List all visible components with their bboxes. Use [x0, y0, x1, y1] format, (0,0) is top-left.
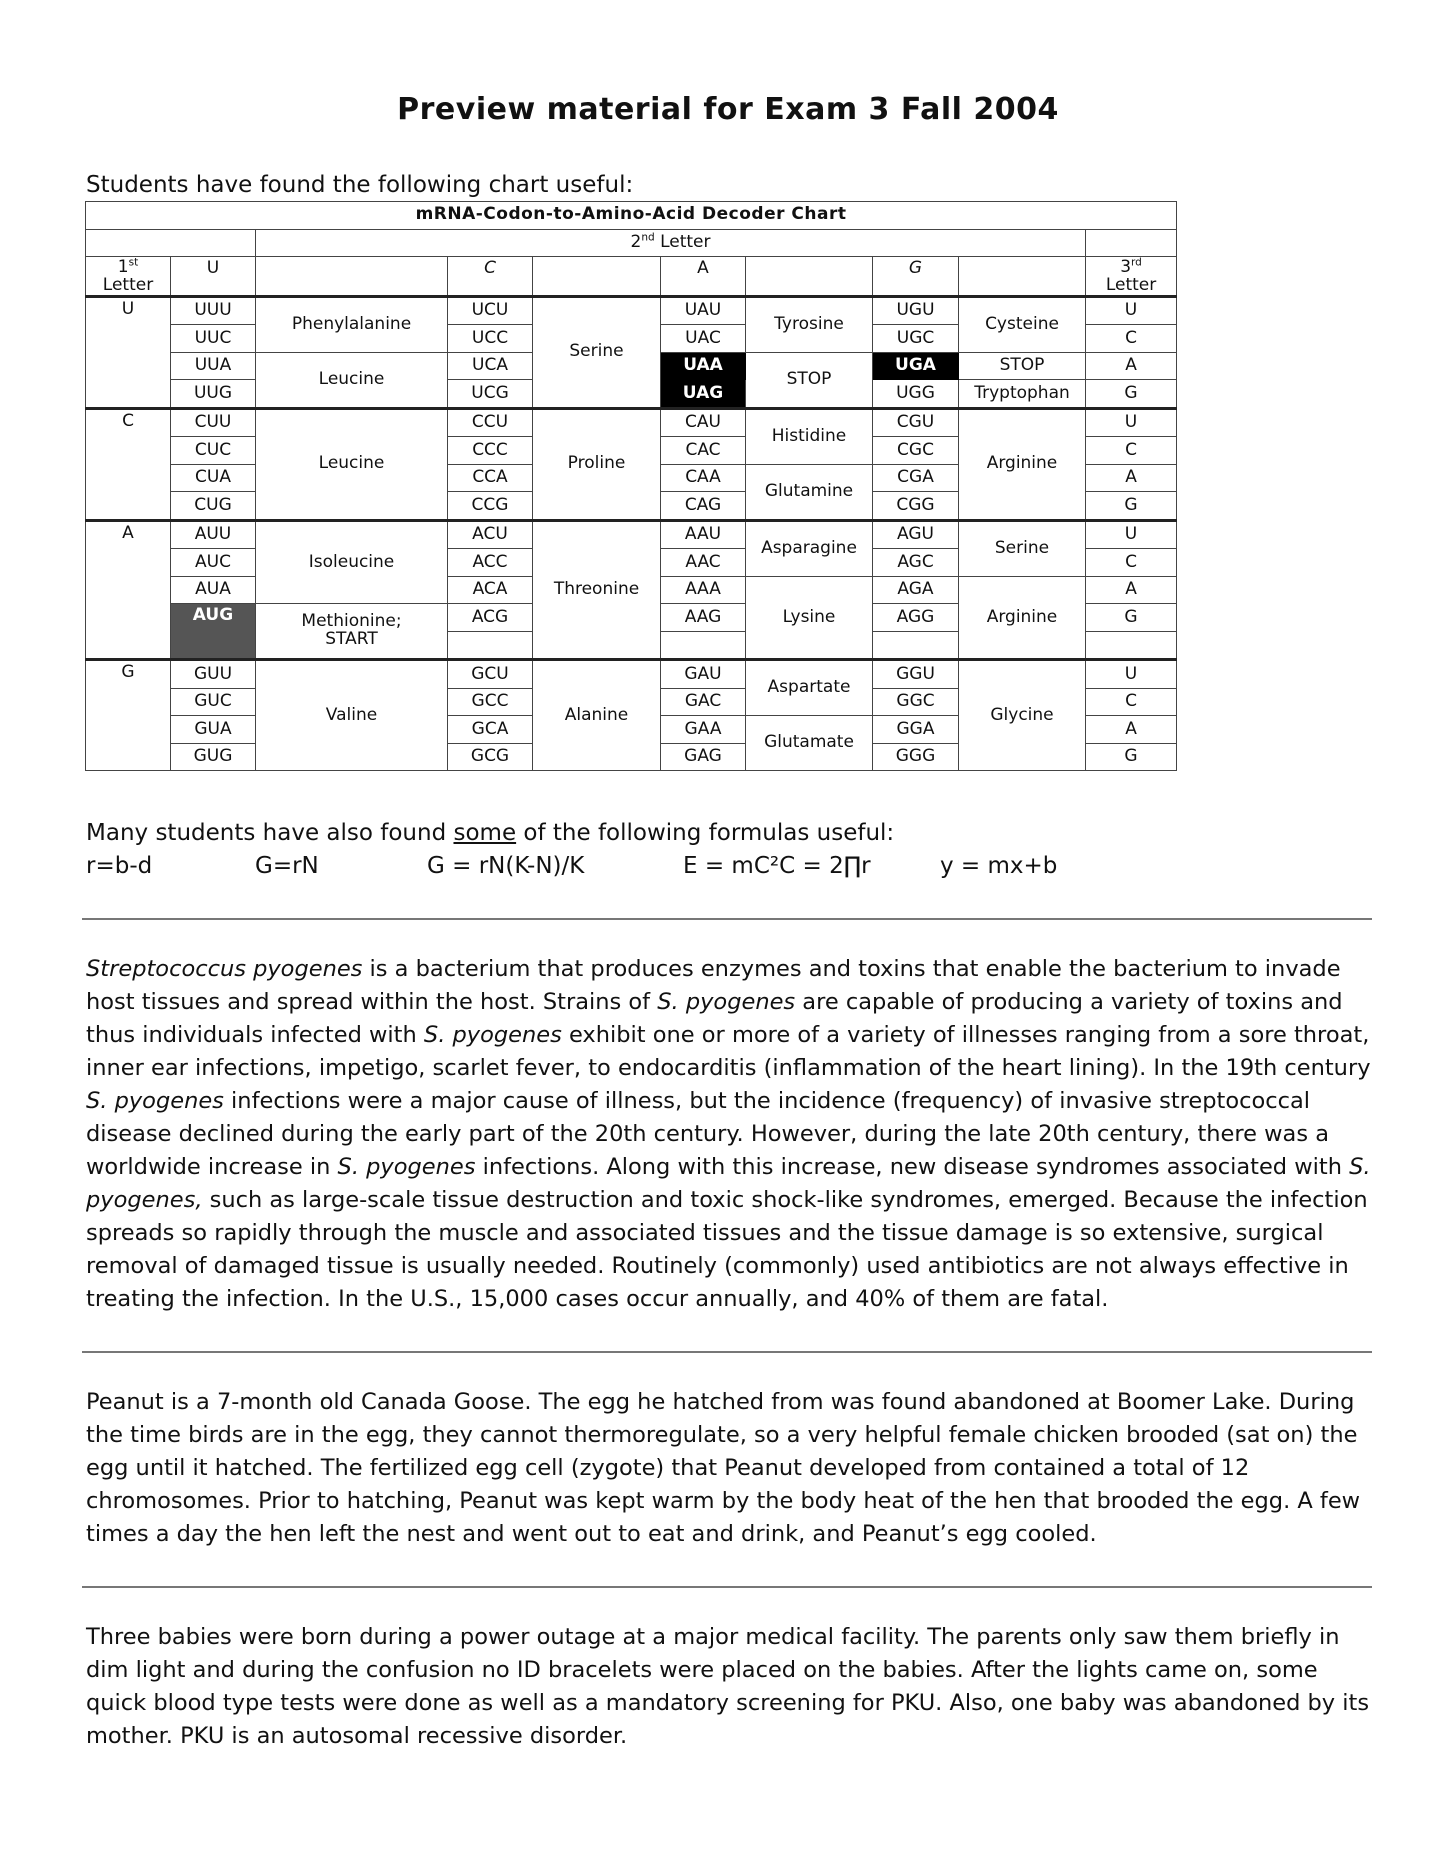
col-header-u: U	[171, 257, 256, 297]
third-letter-cell: C	[1086, 325, 1177, 353]
codon-cell: UCA	[448, 352, 533, 380]
species-name: S. pyogenes	[86, 1088, 224, 1114]
col-header-c: C	[448, 257, 533, 297]
codon-cell: ACG	[448, 604, 533, 632]
third-letter-cell: C	[1086, 688, 1177, 716]
codon-cell: UCU	[448, 296, 533, 325]
codon-cell: AAG	[661, 604, 746, 632]
codon-cell: CUA	[171, 464, 256, 492]
codon-cell: GGA	[873, 716, 959, 744]
codon-cell: CCU	[448, 408, 533, 437]
codon-cell: CGA	[873, 464, 959, 492]
paragraph-text: infections. Along with this increase, new disease syndromes associated with	[475, 1154, 1350, 1180]
codon-cell: AAC	[661, 549, 746, 577]
first-letter-header: 1st Letter	[86, 257, 171, 297]
codon-cell: ACU	[448, 520, 533, 549]
codon-cell: AUC	[171, 549, 256, 577]
page-title: Preview material for Exam 3 Fall 2004	[397, 92, 1059, 127]
codon-cell: AAU	[661, 520, 746, 549]
third-letter-cell: G	[1086, 743, 1177, 771]
codon-cell: GAA	[661, 716, 746, 744]
codon-decoder-table	[85, 201, 1177, 771]
formulas-intro-emphasis: some	[453, 820, 517, 846]
amino-acid-cell: Arginine	[959, 408, 1086, 520]
species-name: S. pyogenes	[423, 1022, 562, 1048]
third-letter-cell: G	[1086, 604, 1177, 632]
codon-cell: CUG	[171, 492, 256, 521]
section-divider	[82, 918, 1372, 920]
codon-cell: UAU	[661, 296, 746, 325]
codon-cell: CGG	[873, 492, 959, 521]
codon-cell: UUC	[171, 325, 256, 353]
codon-cell: UCC	[448, 325, 533, 353]
codon-cell: UGC	[873, 325, 959, 353]
amino-acid-cell: Cysteine	[959, 296, 1086, 352]
third-letter-cell: A	[1086, 464, 1177, 492]
blank-cell	[256, 257, 448, 297]
blank-cell	[873, 631, 959, 660]
second-letter-header: 2nd Letter	[256, 229, 1086, 257]
third-letter-cell: U	[1086, 660, 1177, 689]
codon-cell: GCA	[448, 716, 533, 744]
amino-acid-cell: Asparagine	[746, 520, 873, 576]
amino-acid-cell: Glycine	[959, 660, 1086, 771]
codon-cell: UAC	[661, 325, 746, 353]
start-codon-cell: AUG	[171, 604, 256, 660]
codon-cell: GUC	[171, 688, 256, 716]
blank-cell	[661, 631, 746, 660]
paragraph-babies: Three babies were born during a power outage at a major medical facility. The parents only saw them briefly in dim light and during the confusion no ID bracelets were placed on the babies. After the lights came on, some quick blood type tests were done as well as a mandatory screening for PKU. Also, one baby was abandoned by its mother. PKU is an autosomal recessive disorder.	[86, 1624, 1370, 1749]
third-letter-cell: G	[1086, 380, 1177, 409]
codon-cell: CAC	[661, 437, 746, 465]
table-title: mRNA-Codon-to-Amino-Acid Decoder Chart	[86, 202, 1177, 230]
species-name: S. pyogenes	[337, 1154, 476, 1180]
codon-cell: GGU	[873, 660, 959, 689]
paragraph-text: is a bacterium that produces enzymes and toxins that enable the bacterium to invade host tissues and spread within the host. Strains of	[86, 956, 1341, 1015]
codon-cell: AGU	[873, 520, 959, 549]
codon-cell: GAG	[661, 743, 746, 771]
formulas-intro	[86, 820, 894, 846]
amino-acid-cell: Histidine	[746, 408, 873, 464]
col-header-a: A	[661, 257, 746, 297]
codon-cell: UUA	[171, 352, 256, 380]
amino-acid-cell: Glutamine	[746, 464, 873, 520]
formula-logistic: G = rN(K-N)/K	[427, 853, 585, 879]
codon-cell: AGA	[873, 576, 959, 604]
amino-acid-cell: Threonine	[533, 520, 661, 660]
stop-codon-cell: UAG	[661, 380, 746, 409]
codon-cell: GCC	[448, 688, 533, 716]
chart-intro: Students have found the following chart useful:	[86, 172, 634, 198]
formula-energy: E = mC²C = 2∏r	[683, 853, 871, 879]
codon-cell: GCU	[448, 660, 533, 689]
amino-acid-cell: Tyrosine	[746, 296, 873, 352]
codon-cell: AGC	[873, 549, 959, 577]
blank-cell	[1086, 229, 1177, 257]
codon-cell: AAA	[661, 576, 746, 604]
paragraph-text: such as large-scale tissue destruction and toxic shock-like syndromes, emerged. Because the infection spreads so rapidly through the muscle and associated tissues and the tissue damage is so extensive, surgical removal of damaged tissue is usually needed. Routinely (commonly) used antibiotics are not always effective in treating the infection. In the U.S., 15,000 cases occur annually, and 40% of them are fatal.	[86, 1187, 1368, 1312]
codon-cell: GUG	[171, 743, 256, 771]
amino-acid-cell: Leucine	[256, 408, 448, 520]
amino-acid-cell: STOP	[959, 352, 1086, 380]
codon-cell: UGU	[873, 296, 959, 325]
amino-acid-cell: Tryptophan	[959, 380, 1086, 409]
amino-acid-cell: Leucine	[256, 352, 448, 408]
formula-exponential: G=rN	[255, 853, 319, 879]
third-letter-cell: A	[1086, 576, 1177, 604]
third-letter-cell: U	[1086, 296, 1177, 325]
section-divider	[82, 1351, 1372, 1353]
stop-codon-cell: UAA	[661, 352, 746, 380]
first-letter-a: A	[86, 520, 171, 660]
codon-cell: UGG	[873, 380, 959, 409]
amino-acid-cell: Valine	[256, 660, 448, 771]
species-name: Streptococcus pyogenes	[86, 956, 363, 982]
codon-cell: CGU	[873, 408, 959, 437]
amino-acid-cell: Aspartate	[746, 660, 873, 716]
amino-acid-cell: STOP	[746, 352, 873, 408]
codon-cell: GAU	[661, 660, 746, 689]
amino-acid-cell: Glutamate	[746, 716, 873, 771]
codon-cell: GGG	[873, 743, 959, 771]
species-name: S. pyogenes,	[86, 1154, 1371, 1213]
third-letter-cell: C	[1086, 549, 1177, 577]
paragraph-peanut: Peanut is a 7-month old Canada Goose. The egg he hatched from was found abandoned at Boomer Lake. During the time birds are in the egg, they cannot thermoregulate, so a very helpful female chicken brooded (sat on) the egg until it hatched. The fertilized egg cell (zygote) that Peanut developed from contained a total of 12 chromosomes. Prior to hatching, Peanut was kept warm by the body heat of the hen that brooded the egg. A few times a day the hen left the nest and went out to eat and drink, and Peanut’s egg cooled.	[86, 1389, 1361, 1547]
codon-cell: UUU	[171, 296, 256, 325]
codon-cell: GAC	[661, 688, 746, 716]
paragraph-streptococcus	[86, 953, 1371, 1316]
first-letter-g: G	[86, 660, 171, 771]
formula-line: y = mx+b	[940, 853, 1058, 879]
col-header-g: G	[873, 257, 959, 297]
codon-cell: ACC	[448, 549, 533, 577]
amino-acid-cell: Serine	[533, 296, 661, 408]
codon-cell: UCG	[448, 380, 533, 409]
codon-cell: AUU	[171, 520, 256, 549]
codon-cell: CUU	[171, 408, 256, 437]
paragraph-text: are capable of producing a variety of toxins and thus individuals infected with	[86, 989, 1343, 1048]
amino-acid-cell: Alanine	[533, 660, 661, 771]
blank-cell	[86, 229, 256, 257]
formula-growth-rate: r=b-d	[86, 853, 153, 879]
codon-cell: CAA	[661, 464, 746, 492]
section-divider	[82, 1586, 1372, 1588]
stop-codon-cell: UGA	[873, 352, 959, 380]
third-letter-cell: G	[1086, 492, 1177, 521]
codon-cell: UUG	[171, 380, 256, 409]
third-letter-cell: A	[1086, 716, 1177, 744]
amino-acid-cell: Arginine	[959, 576, 1086, 660]
amino-acid-cell: Lysine	[746, 576, 873, 660]
formulas-intro-text: of the following formulas useful:	[516, 820, 895, 846]
amino-acid-cell: Isoleucine	[256, 520, 448, 604]
codon-cell: CCC	[448, 437, 533, 465]
paragraph-text: infections were a major cause of illness, but the incidence (frequency) of invasive streptococcal disease declined during the early part of the 20th century. However, during the late 20th century, there was a worldwide increase in	[86, 1088, 1329, 1180]
amino-acid-cell: Phenylalanine	[256, 296, 448, 352]
start-label: START	[325, 629, 378, 650]
amino-acid-cell: Proline	[533, 408, 661, 520]
third-letter-cell: A	[1086, 352, 1177, 380]
third-letter-cell: C	[1086, 437, 1177, 465]
species-name: S. pyogenes	[657, 989, 796, 1015]
codon-cell: GUA	[171, 716, 256, 744]
codon-cell: CCG	[448, 492, 533, 521]
formulas-intro-text: Many students have also found	[86, 820, 454, 846]
blank-cell	[1086, 631, 1177, 660]
first-letter-c: C	[86, 408, 171, 520]
blank-cell	[448, 631, 533, 660]
blank-cell	[746, 257, 873, 297]
methionine-label: Methionine;	[301, 611, 402, 632]
codon-cell: CUC	[171, 437, 256, 465]
third-letter-header: 3rd Letter	[1086, 257, 1177, 297]
codon-cell: CAU	[661, 408, 746, 437]
third-letter-cell: U	[1086, 408, 1177, 437]
codon-cell: AGG	[873, 604, 959, 632]
codon-cell: AUA	[171, 576, 256, 604]
codon-cell: CAG	[661, 492, 746, 521]
blank-cell	[959, 257, 1086, 297]
amino-acid-cell-methionine	[256, 604, 448, 660]
third-letter-cell: U	[1086, 520, 1177, 549]
codon-cell: GCG	[448, 743, 533, 771]
blank-cell	[533, 257, 661, 297]
codon-cell: CGC	[873, 437, 959, 465]
paragraph-text: exhibit one or more of a variety of illnesses ranging from a sore throat, inner ear infections, impetigo, scarlet fever, to endocarditis (inflammation of the heart lining). In the 19th century	[86, 1022, 1371, 1081]
codon-cell: CCA	[448, 464, 533, 492]
amino-acid-cell: Serine	[959, 520, 1086, 576]
codon-cell: GUU	[171, 660, 256, 689]
codon-cell: GGC	[873, 688, 959, 716]
first-letter-u: U	[86, 296, 171, 408]
codon-cell: ACA	[448, 576, 533, 604]
